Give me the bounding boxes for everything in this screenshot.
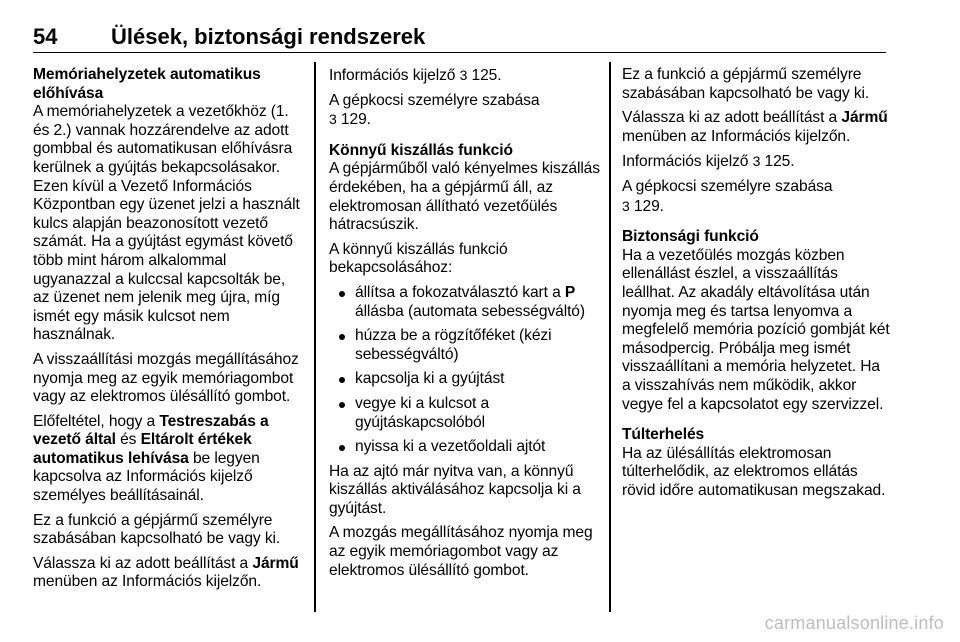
text: menüben az Információs kijelzőn. (33, 573, 262, 591)
paragraph: Ha az ajtó már nyitva van, a könnyű kiszállás aktiválásához kapcsolja ki a gyújtást. (329, 462, 581, 517)
page-number: 54 (33, 24, 58, 49)
reference-arrow-icon: 3 (752, 153, 761, 170)
text: és (115, 431, 141, 449)
section-heading: Biztonsági funkció (622, 228, 759, 246)
column-divider (609, 62, 611, 612)
gear-position: P (564, 283, 576, 301)
text: be legyen kapcsolva az Információs kijelző személyes beállításainál. (33, 449, 260, 505)
watermark: carmanualsonline.info (764, 613, 944, 633)
paragraph (33, 413, 305, 506)
page-ref: 129. (629, 197, 664, 215)
text: A gépkocsi személyre szabása (622, 177, 833, 195)
paragraph: A gépjárműből való kényelmes kiszállás érdekében, ha a gépjármű áll, az elektromosan állítható vezetőülés hátracsúszik. (329, 160, 600, 234)
chapter-title: Ülések, biztonsági rendszerek (111, 24, 426, 49)
reference-arrow-icon: 3 (329, 111, 337, 128)
list-item: kapcsolja ki a gyújtást (329, 370, 601, 389)
menu-term: Jármű (252, 554, 299, 572)
text: menüben az Információs kijelzőn. (622, 127, 851, 145)
column-2 (329, 66, 601, 586)
cross-reference (329, 66, 601, 86)
page-header (33, 26, 886, 53)
paragraph: A visszaállítási mozgás megállításához nyomja meg az egyik memóriagombot vagy az elektromos ülésállító gombot. (33, 350, 299, 406)
reference-arrow-icon: 3 (459, 67, 468, 83)
list-item: vegye ki a kulcsot a gyújtáskapcsolóból (329, 395, 601, 432)
menu-term: Jármű (841, 109, 888, 127)
cross-reference (622, 178, 890, 216)
text: állásba (automata sebességváltó) (355, 302, 585, 320)
list-item (329, 284, 601, 321)
section-heading: Túlterhelés (622, 426, 705, 444)
paragraph: Ez a funkció a gépjármű személyre szabásában kapcsolható be vagy ki. (622, 66, 870, 102)
column-3 (622, 66, 890, 506)
text: Válassza ki az adott beállítást a (622, 109, 842, 127)
list-item: nyissa ki a vezetőoldali ajtót (329, 438, 601, 457)
bullet-list (329, 284, 601, 457)
column-1 (33, 66, 305, 598)
list-item: húzza be a rögzítőféket (kézi sebességváltó) (329, 327, 601, 364)
text: Információs kijelző (329, 67, 460, 84)
text: Válassza ki az adott beállítást a (33, 554, 253, 572)
text: Információs kijelző (622, 153, 753, 171)
cross-reference (329, 92, 601, 130)
column-divider (314, 62, 316, 612)
paragraph: A memóriahelyzetek a vezetőkhöz (1. és 2.) vannak hozzárendelve az adott gombbal és automatikusan előhívásra kerülnek a gyújtás bekapcsolásakor. Ezen kívül a Vezető Információs Központban egy üzenet jelzi a használt kulcs alapján beazonosított vezető számát. Ha a gyújtást egymást követő több mint három alkalommal ugyanazzal a kulccsal kapcsolták be, az üzenet nem jelenik meg újra, míg ismét egy másik kulcsot nem használnak. (33, 103, 300, 344)
paragraph: A könnyű kiszállás funkció bekapcsolásához: (329, 240, 508, 277)
paragraph (622, 109, 890, 146)
paragraph: Ha az ülésállítás elektromosan túlterhelődik, az elektromos ellátás rövid időre automatikusan megszakad. (622, 444, 886, 499)
text: Előfeltétel, hogy a (33, 412, 160, 430)
page-ref: 125. (760, 153, 795, 171)
page-ref: 125. (467, 67, 502, 84)
menu-term: Testreszabás a vezető által (33, 412, 269, 449)
cross-reference (622, 152, 890, 172)
text: A gépkocsi személyre szabása (329, 91, 540, 109)
paragraph: Ha a vezetőülés mozgás közben ellenállást észlel, a visszaállítás leállhat. Az akadály eltávolítása után nyomja meg és tartsa lenyomva a megfelelő memória pozíció gombját két másodpercig. Próbálja meg ismét visszaállítani a memória helyzetet. Ha a visszahívás nem működik, akkor vegye fel a kapcsolatot egy szervizzel. (622, 246, 890, 413)
reference-arrow-icon: 3 (622, 197, 630, 214)
section-heading: Könnyű kiszállás funkció (329, 141, 513, 159)
paragraph: Ez a funkció a gépjármű személyre szabásában kapcsolható be vagy ki. (33, 511, 281, 548)
paragraph: A mozgás megállításához nyomja meg az egyik memóriagombot vagy az elektromos ülésállító gombot. (329, 524, 593, 579)
page-ref: 129. (336, 111, 371, 129)
menu-term: Eltárolt értékek automatikus lehívása (33, 431, 252, 467)
paragraph (33, 555, 305, 592)
section-heading: Memóriahelyzetek automatikus előhívása (33, 66, 261, 102)
text: állítsa a fokozatválasztó kart a (355, 283, 565, 301)
